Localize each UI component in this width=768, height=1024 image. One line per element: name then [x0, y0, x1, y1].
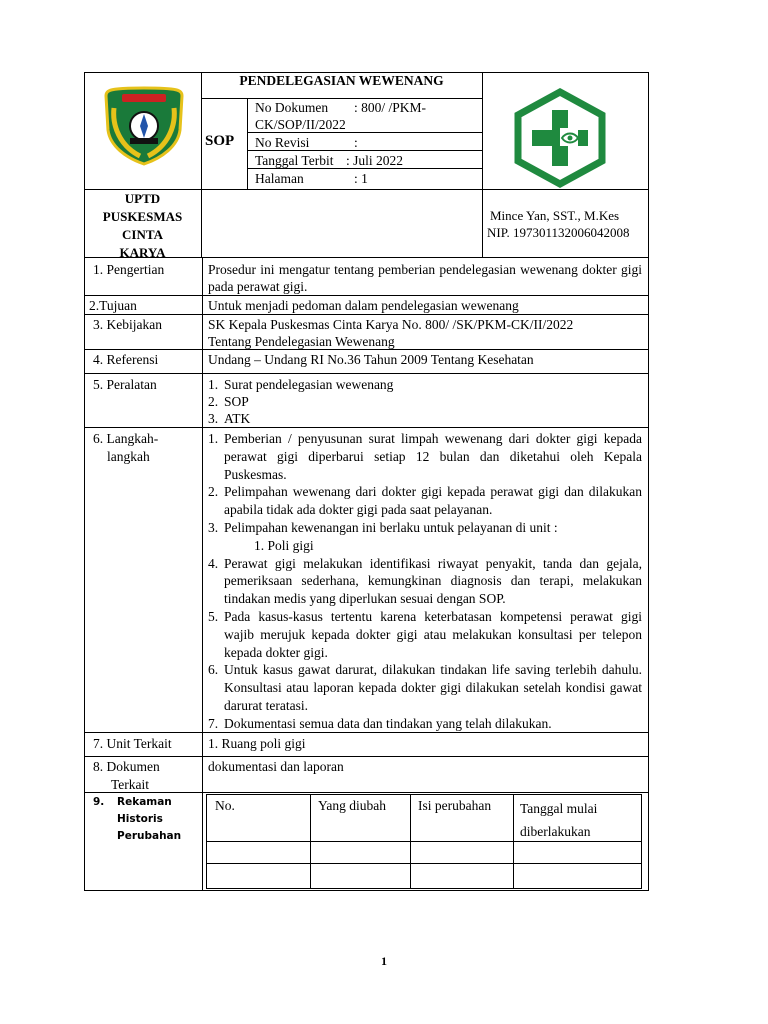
label-referensi: 4. Referensi: [93, 352, 159, 367]
list-item: 1. Pemberian / penyusunan surat limpah wewenang dari dokter gigi kepada perawat gigi diperbarui setiap 12 bulan dan diketahui oleh Kepala Puskesmas.: [208, 431, 642, 482]
row-langkah: [84, 428, 649, 733]
meta-key: No Revisi: [255, 135, 310, 150]
label-peralatan: 5. Peralatan: [93, 377, 157, 392]
meta-key: Tanggal Terbit: [255, 153, 334, 168]
text-tujuan: Untuk menjadi pedoman dalam pendelegasian wewenang: [208, 298, 519, 313]
page-number: 1: [381, 954, 387, 968]
list-item: 3. Pelimpahan kewenangan ini berlaku untuk pelayanan di unit :: [208, 519, 558, 535]
list-item: 5. Pada kasus-kasus tertentu karena keterbatasan kompetensi perawat gigi wajib merujuk kepada dokter gigi atau melakukan konsultasi per telepon kepada dokter gigi.: [208, 608, 642, 660]
list-item: 2. SOP: [208, 394, 249, 409]
meta-value: :: [354, 135, 358, 150]
label-dokumen-terkait: 8. Dokumen Terkait: [93, 759, 160, 792]
label-pengertian: 1. Pengertian: [93, 262, 165, 277]
text-pengertian: Prosedur ini mengatur tentang pemberian pendelegasian wewenang dokter gigi pada perawat gigi.: [208, 262, 642, 294]
column-header: Tanggal mulai diberlakukan: [520, 801, 598, 839]
label-tujuan: 2.Tujuan: [89, 298, 137, 313]
divider: [247, 98, 248, 189]
row-tujuan: [84, 296, 649, 315]
list-item: 1. Surat pendelegasian wewenang: [208, 377, 394, 392]
puskesmas-logo-icon: [514, 88, 606, 188]
meta-value: : 1: [354, 171, 368, 186]
sub-list-item: 1. Poli gigi: [254, 537, 314, 553]
org-line: CINTA: [122, 227, 163, 242]
column-header: Isi perubahan: [418, 798, 492, 813]
sop-label: SOP: [205, 133, 235, 149]
meta-value-cont: CK/SOP/II/2022: [255, 117, 346, 132]
list-peralatan: [208, 376, 642, 427]
document-title: PENDELEGASIAN WEWENANG: [239, 73, 444, 88]
row-unit-terkait: [84, 733, 649, 757]
text-unit-terkait: 1. Ruang poli gigi: [208, 736, 306, 751]
row-peralatan: [84, 374, 649, 428]
list-item: 6. Untuk kasus gawat darurat, dilakukan tindakan life saving terlebih dahulu. Konsultasi atau laporan kepada dokter gigi dilakukan setelah kondisi gawat darurat teratasi.: [208, 662, 642, 713]
row-kebijakan: [84, 315, 649, 350]
divider: [201, 98, 483, 99]
meta-key: No Dokumen: [255, 100, 329, 115]
text-kebijakan-cont: Tentang Pendelegasian Wewenang: [208, 334, 395, 349]
org-line: UPTD: [124, 191, 161, 206]
label-rekaman: Rekaman Historis Perubahan: [117, 796, 182, 842]
list-item: 3. ATK: [208, 411, 251, 426]
label-kebijakan: 3. Kebijakan: [93, 317, 162, 332]
row-pengertian: [84, 258, 649, 296]
label-unit-terkait: 7. Unit Terkait: [93, 736, 172, 751]
divider: [201, 72, 202, 258]
history-table: [206, 794, 642, 889]
meta-key: Halaman: [255, 171, 304, 186]
column-header: Yang diubah: [318, 798, 387, 813]
regional-emblem-icon: [100, 86, 188, 166]
text-kebijakan: SK Kepala Puskesmas Cinta Karya No. 800/ /SK/PKM-CK/II/2022: [208, 317, 574, 332]
org-line: KARYA: [119, 245, 166, 260]
text-referensi: Undang – Undang RI No.36 Tahun 2009 Tentang Kesehatan: [208, 352, 534, 367]
label-langkah: 6. Langkah- langkah: [93, 431, 159, 464]
org-name: [84, 190, 201, 262]
list-item: 7. Dokumentasi semua data dan tindakan yang telah dilakukan.: [208, 715, 552, 731]
row-dokumen-terkait: [84, 757, 649, 793]
row-referensi: [84, 350, 649, 374]
text-dokumen-terkait: dokumentasi dan laporan: [208, 759, 344, 774]
label-rekaman-num: 9.: [93, 796, 105, 808]
divider: [482, 72, 483, 258]
column-header: No.: [215, 798, 235, 813]
org-line: PUSKESMAS: [102, 209, 183, 224]
list-item: 4. Perawat gigi melakukan identifikasi riwayat penyakit, tanda dan gejala, pemeriksaan sederhana, kemungkinan diagnosis dan terapi, melakukan tindakan medis yang diperlukan sesuai dengan SOP.: [208, 555, 642, 607]
list-langkah: [208, 430, 642, 733]
signer-nip: NIP. 197301132006042008: [487, 225, 630, 240]
meta-value: : 800/ /PKM-: [354, 100, 427, 115]
signer-name: Mince Yan, SST., M.Kes: [490, 208, 620, 223]
list-item: 2. Pelimpahan wewenang dari dokter gigi kepada perawat gigi dan dilakukan apabila tidak ada dokter gigi pada saat pelayanan.: [208, 484, 642, 518]
meta-value: : Juli 2022: [346, 153, 404, 168]
